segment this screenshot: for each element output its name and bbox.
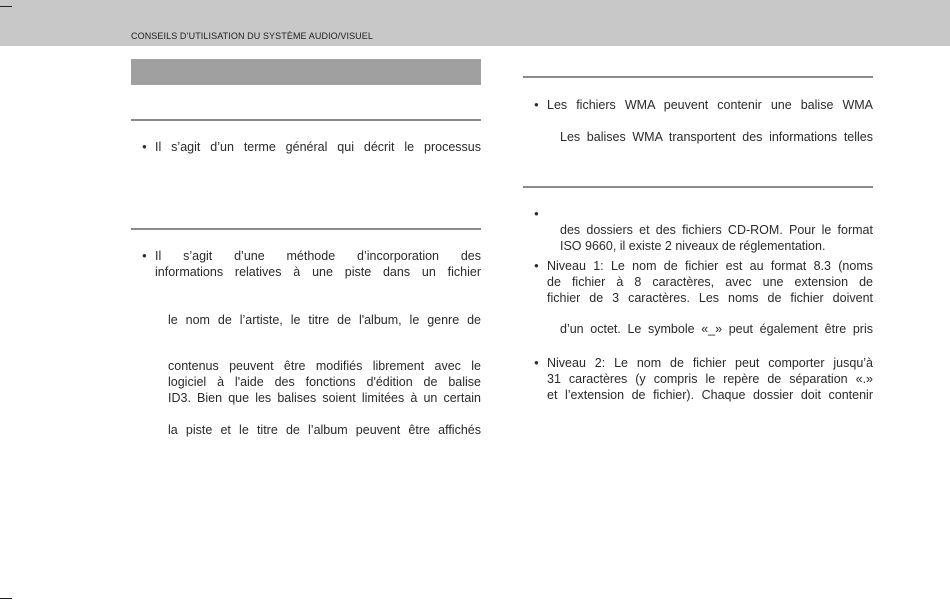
level2-line-3: et l’extension de fichier). Chaque dossier doit contenir xyxy=(547,388,873,402)
level1-line-3: fichier de 3 caractères. Les noms de fichier doivent xyxy=(547,291,873,305)
section-divider-3 xyxy=(523,76,873,78)
section1-bullet xyxy=(155,139,481,155)
section1-bullet-line: ● Il s’agit d’un terme général qui décrit le processus xyxy=(155,140,481,154)
section2-bullet-line-1: ● Il s’agit d’une méthode d’incorporation des xyxy=(155,249,481,263)
level1-bullet xyxy=(547,258,873,306)
level1-continuation xyxy=(560,321,873,337)
section-divider-1 xyxy=(131,119,481,121)
section2-bullet-line-2: informations relatives à une piste dans un fichier xyxy=(155,265,481,279)
level2-line-1: ● Niveau 2: Le nom de fichier peut comporter jusqu’à xyxy=(547,356,873,370)
iso-line-1: des dossiers et des fichiers CD-ROM. Pour le format xyxy=(560,223,873,237)
iso-line-2: ISO 9660, il existe 2 niveaux de réglementation. xyxy=(560,239,826,253)
level2-bullet xyxy=(547,355,873,403)
page-header-title: CONSEILS D’UTILISATION DU SYSTÈME AUDIO/VISUEL xyxy=(131,31,373,41)
wma-bullet xyxy=(547,97,873,113)
level1-line-2: de fichier à 8 caractères, avec une extension de xyxy=(547,275,873,289)
level1-continuation-text: d’un octet. Le symbole «_» peut également être pris xyxy=(560,322,873,336)
section2-bullet xyxy=(155,248,481,280)
wma-description-line xyxy=(560,129,873,145)
section2-block-line-3: ID3. Bien que les balises soient limitées à un certain xyxy=(168,391,481,405)
section2-block-line-2: logiciel à l'aide des fonctions d'édition de balise xyxy=(168,375,481,389)
section-divider-4 xyxy=(523,186,873,188)
level2-line-2: 31 caractères (y compris le repère de séparation «.» xyxy=(547,372,873,386)
section2-block-line-1: contenus peuvent être modifiés librement avec le xyxy=(168,359,481,373)
section2-album-line xyxy=(168,422,481,438)
section-divider-2 xyxy=(131,228,481,230)
section2-artist-line xyxy=(168,312,481,328)
level1-line-1: ● Niveau 1: Le nom de fichier est au format 8.3 (noms xyxy=(547,259,873,273)
wma-description-text: Les balises WMA transportent des informations telles xyxy=(560,130,873,144)
section2-artist-text: le nom de l’artiste, le titre de l'album, le genre de xyxy=(168,313,481,327)
iso-bullet-empty xyxy=(547,206,873,222)
section2-album-text: la piste et le titre de l’album peuvent être affichés xyxy=(168,423,481,437)
wma-bullet-text: ● Les fichiers WMA peuvent contenir une balise WMA xyxy=(547,98,873,112)
iso-description xyxy=(560,222,873,254)
section-heading-bar xyxy=(131,59,481,85)
crop-mark-top-left xyxy=(0,6,12,7)
crop-mark-bottom-left xyxy=(0,598,12,599)
section2-editable-block xyxy=(168,358,481,406)
